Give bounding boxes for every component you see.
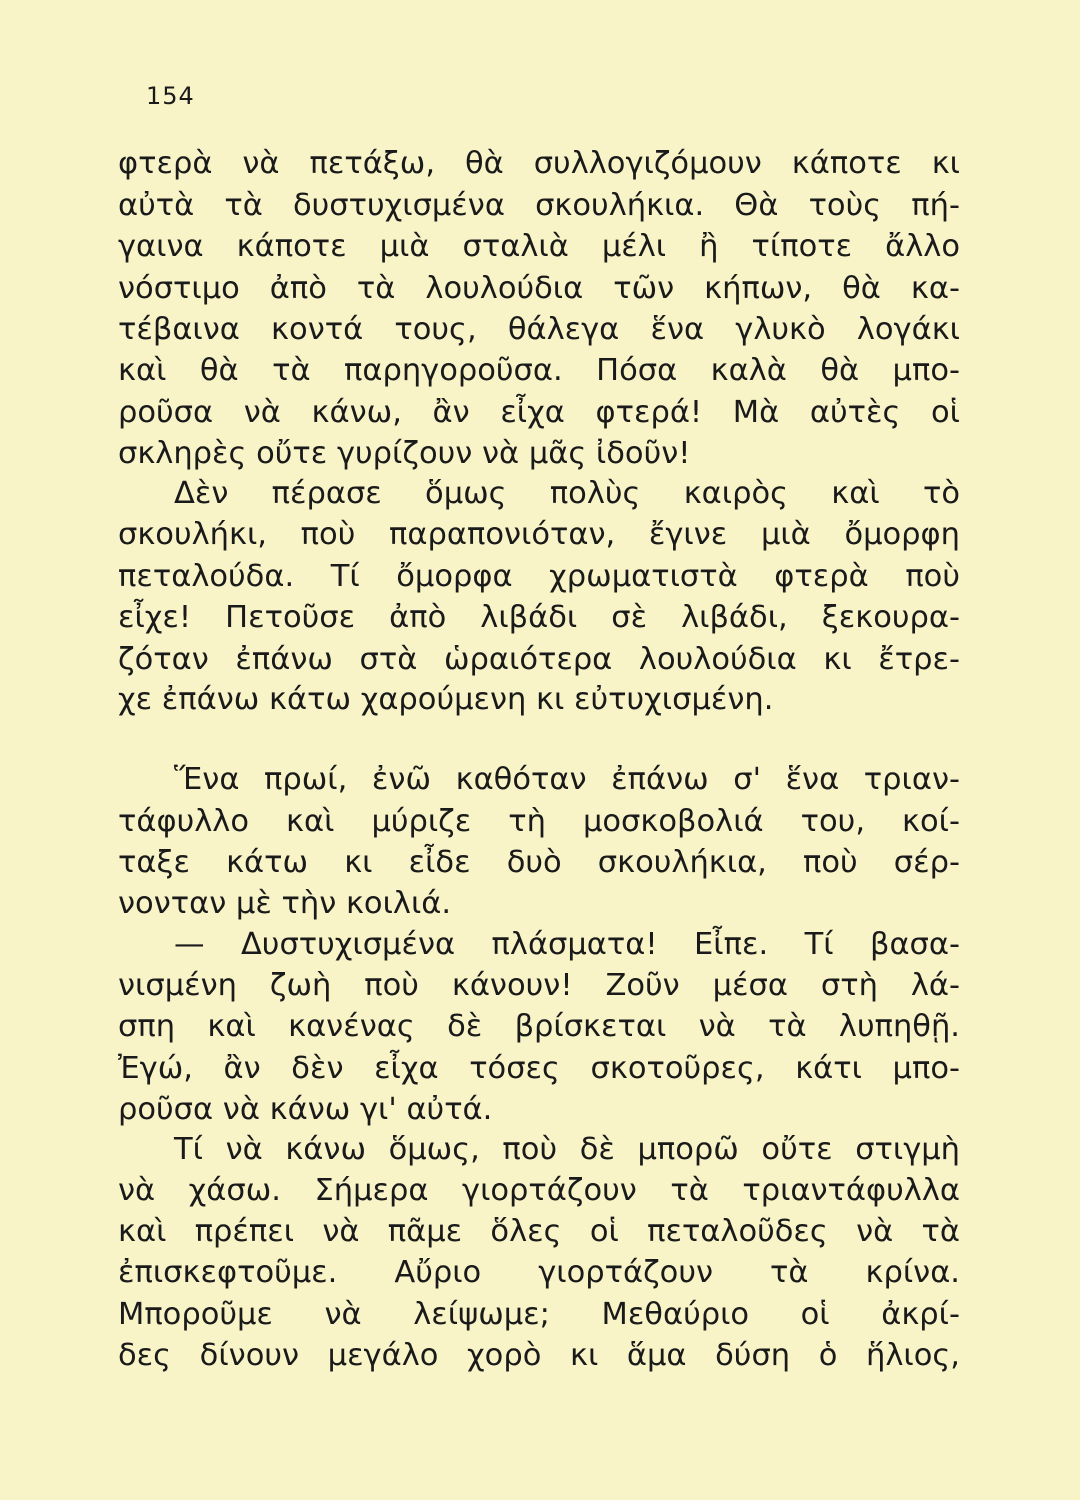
text-line-26: καὶ πρέπει νὰ πᾶμε ὅλες οἱ πεταλοῦδες νὰ τὰ: [118, 1214, 960, 1249]
page-number: 154: [146, 82, 195, 110]
text-line-11: πεταλούδα. Τί ὄμορφα χρωματιστὰ φτερὰ ποὺ: [118, 559, 960, 594]
text-line-23: ροῦσα νὰ κάνω γι' αὐτά.: [118, 1092, 493, 1127]
text-line-6: καὶ θὰ τὰ παρηγοροῦσα. Πόσα καλὰ θὰ μπο-: [118, 353, 960, 388]
text-line-1: φτερὰ νὰ πετάξω, θὰ συλλογιζόμουν κάποτε κι: [118, 146, 960, 181]
text-line-10: σκουλήκι, ποὺ παραπονιόταν, ἔγινε μιὰ ὄμορφη: [118, 517, 960, 552]
text-line-4: νόστιμο ἀπὸ τὰ λουλούδια τῶν κήπων, θὰ κα-: [118, 271, 960, 306]
text-line-17: ταξε κάτω κι εἶδε δυὸ σκουλήκια, ποὺ σέρ-: [118, 845, 960, 880]
text-line-14: χε ἐπάνω κάτω χαρούμενη κι εὐτυχισμένη.: [118, 682, 774, 717]
text-line-3: γαινα κάποτε μιὰ σταλιὰ μέλι ἢ τίποτε ἄλλο: [118, 229, 960, 264]
text-line-2: αὐτὰ τὰ δυστυχισμένα σκουλήκια. Θὰ τοὺς πή-: [118, 188, 960, 223]
text-line-5: τέβαινα κοντά τους, θάλεγα ἕνα γλυκὸ λογάκι: [118, 312, 960, 347]
text-line-24: Τί νὰ κάνω ὅμως, ποὺ δὲ μπορῶ οὔτε στιγμὴ: [174, 1132, 960, 1167]
text-line-21: σπη καὶ κανένας δὲ βρίσκεται νὰ τὰ λυπηθῇ.: [118, 1009, 960, 1044]
text-line-7: ροῦσα νὰ κάνω, ἂν εἶχα φτερά! Μὰ αὐτὲς οἱ: [118, 395, 960, 430]
text-line-12: εἶχε! Πετοῦσε ἀπὸ λιβάδι σὲ λιβάδι, ξεκουρα-: [118, 600, 960, 635]
text-line-13: ζόταν ἐπάνω στὰ ὡραιότερα λουλούδια κι ἔτρε-: [118, 642, 960, 677]
text-line-9: Δὲν πέρασε ὅμως πολὺς καιρὸς καὶ τὸ: [174, 476, 960, 511]
text-line-15: Ἕνα πρωί, ἐνῶ καθόταν ἐπάνω σ' ἕνα τριαν-: [174, 762, 960, 797]
text-line-18: νονταν μὲ τὴν κοιλιά.: [118, 886, 452, 921]
text-line-27: ἐπισκεφτοῦμε. Αὔριο γιορτάζουν τὰ κρίνα.: [118, 1255, 960, 1290]
text-line-20: νισμένη ζωὴ ποὺ κάνουν! Ζοῦν μέσα στὴ λά-: [118, 968, 960, 1003]
text-line-19: — Δυστυχισμένα πλάσματα! Εἶπε. Τί βασα-: [174, 927, 960, 962]
text-line-25: νὰ χάσω. Σήμερα γιορτάζουν τὰ τριαντάφυλλα: [118, 1173, 960, 1208]
text-line-16: τάφυλλο καὶ μύριζε τὴ μοσκοβολιά του, κοί-: [118, 804, 960, 839]
text-line-22: Ἐγώ, ἂν δὲν εἶχα τόσες σκοτοῦρες, κάτι μπο-: [118, 1051, 960, 1086]
text-line-28: Μποροῦμε νὰ λείψωμε; Μεθαύριο οἱ ἀκρί-: [118, 1297, 960, 1332]
text-line-8: σκληρὲς οὔτε γυρίζουν νὰ μᾶς ἰδοῦν!: [118, 436, 691, 471]
text-line-29: δες δίνουν μεγάλο χορὸ κι ἅμα δύση ὁ ἥλιος,: [118, 1338, 960, 1373]
